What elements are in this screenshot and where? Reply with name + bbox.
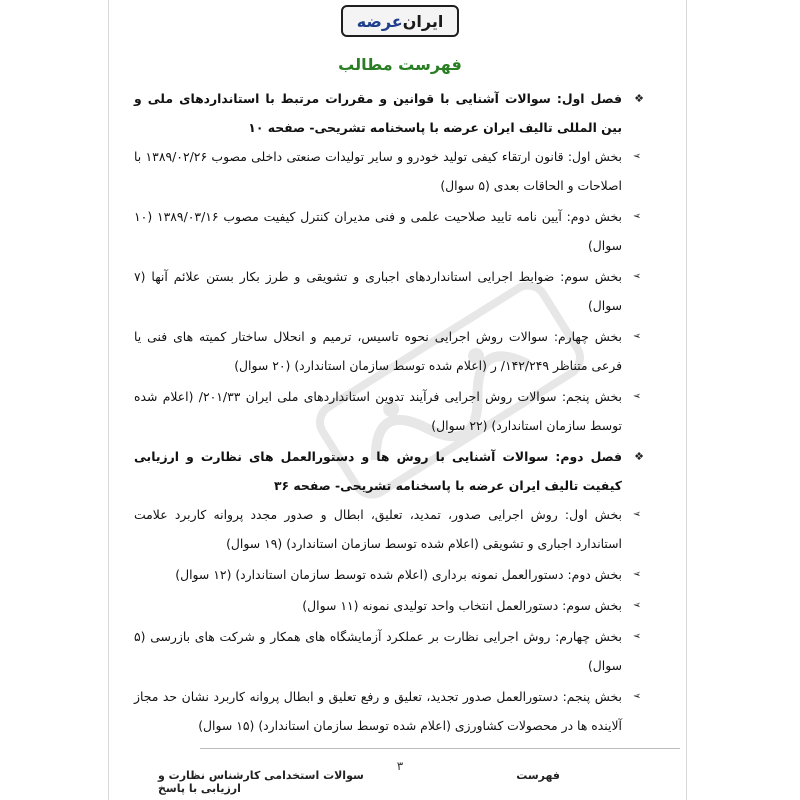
toc-section-title: بخش پنجم: دستورالعمل صدور تجدید، تعلیق و رفع تعلیق و ابطال پروانه کاربرد نشان حد مجاز آلاینده ها در محصولات کشاورزی (اعلام شده توسط سازمان استاندارد) (۱۵ سوال)	[134, 689, 622, 733]
footer-book-title: سوالات استخدامی کارشناس نظارت و ارزیابی با پاسخ	[158, 769, 364, 795]
toc-section-title: بخش اول: قانون ارتقاء کیفی تولید خودرو و سایر تولیدات صنعتی داخلی مصوب ۱۳۸۹/۰۲/۲۶ با اصلاحات و الحاقات بعدی (۵ سوال)	[134, 149, 622, 193]
arrow-bullet-icon: ➢	[632, 211, 642, 222]
toc-section-title: بخش پنجم: سوالات روش اجرایی فرآیند تدوین استانداردهای ملی ایران ۲۰۱/۳۳/ (اعلام شده توسط سازمان استاندارد) (۲۲ سوال)	[134, 389, 622, 433]
toc-content	[134, 84, 644, 742]
toc-chapter-title: فصل اول: سوالات آشنایی با قوانین و مقررات مرتبط با استانداردهای ملی و بین المللی تالیف ایران عرضه با پاسخنامه تشریحی- صفحه ۱۰	[134, 91, 622, 135]
footer-divider	[200, 748, 680, 749]
toc-section	[134, 500, 642, 558]
toc-chapter	[134, 442, 644, 500]
toc-title: فهرست مطالب	[338, 55, 462, 74]
page-border-right	[686, 0, 687, 800]
toc-section	[134, 682, 642, 740]
toc-section	[134, 202, 642, 260]
toc-section	[134, 322, 642, 380]
arrow-bullet-icon: ➢	[632, 391, 642, 402]
toc-section	[134, 142, 642, 200]
footer-section-label: فهرست	[516, 769, 560, 782]
arrow-bullet-icon: ➢	[632, 631, 642, 642]
toc-section	[134, 591, 642, 620]
arrow-bullet-icon: ➢	[632, 569, 642, 580]
arrow-bullet-icon: ➢	[632, 691, 642, 702]
publisher-logo	[341, 5, 459, 37]
logo-text-arzeh: عرضه	[356, 11, 403, 31]
toc-section	[134, 382, 642, 440]
toc-section-title: بخش سوم: ضوابط اجرایی استانداردهای اجباری و تشویقی و طرز بکار بستن علائم آنها (۷ سوال)	[134, 269, 622, 313]
arrow-bullet-icon: ➢	[632, 151, 642, 162]
toc-section	[134, 560, 642, 589]
toc-section	[134, 262, 642, 320]
toc-section-title: بخش سوم: دستورالعمل انتخاب واحد تولیدی نمونه (۱۱ سوال)	[302, 598, 622, 613]
arrow-bullet-icon: ➢	[632, 331, 642, 342]
toc-section-title: بخش دوم: آیین نامه تایید صلاحیت علمی و فنی مدیران کنترل کیفیت مصوب ۱۳۸۹/۰۳/۱۶ (۱۰ سوال)	[134, 209, 623, 253]
page-number: ۳	[396, 759, 404, 773]
arrow-bullet-icon: ➢	[632, 600, 642, 611]
toc-chapter-title: فصل دوم: سوالات آشنایی با روش ها و دستورالعمل های نظارت و ارزیابی کیفیت تالیف ایران عرضه با پاسخنامه تشریحی- صفحه ۳۶	[134, 449, 622, 493]
diamond-bullet-icon: ❖	[634, 92, 644, 105]
toc-chapter	[134, 84, 644, 142]
page-border-left	[108, 0, 109, 800]
toc-section-title: بخش چهارم: سوالات روش اجرایی نحوه تاسیس، ترمیم و انحلال ساختار کمیته های فنی یا فرعی متناظر ۱۴۲/۲۴۹/ ر (اعلام شده توسط سازمان استاندارد) (۲۰ سوال)	[134, 329, 622, 373]
arrow-bullet-icon: ➢	[632, 509, 642, 520]
diamond-bullet-icon: ❖	[634, 450, 644, 463]
toc-section-title: بخش چهارم: روش اجرایی نظارت بر عملکرد آزمایشگاه های همکار و شرکت های بازرسی (۵ سوال)	[134, 629, 622, 673]
toc-section	[134, 622, 642, 680]
toc-section-title: بخش دوم: دستورالعمل نمونه برداری (اعلام شده توسط سازمان استاندارد) (۱۲ سوال)	[175, 567, 622, 582]
arrow-bullet-icon: ➢	[632, 271, 642, 282]
logo-text-iran: ایران	[402, 11, 444, 31]
toc-section-title: بخش اول: روش اجرایی صدور، تمدید، تعلیق، ابطال و صدور مجدد پروانه کاربرد علامت استاندارد اجباری و تشویقی (اعلام شده توسط سازمان استاندارد) (۱۹ سوال)	[134, 507, 622, 551]
